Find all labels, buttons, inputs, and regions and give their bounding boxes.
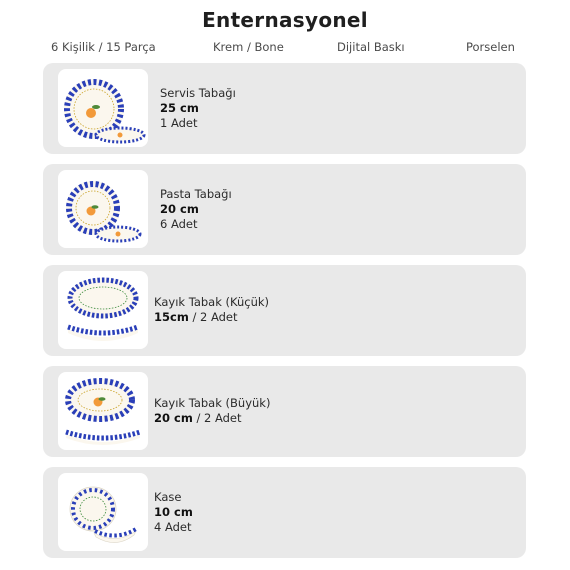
- serving-plate-image: [58, 69, 148, 147]
- item-name: Servis Tabağı: [160, 86, 236, 100]
- item-size: 20 cm: [154, 411, 193, 425]
- serving-plate-details: [160, 86, 236, 131]
- small-boat-dish-image: [58, 271, 148, 349]
- large-boat-dish-details: [154, 396, 270, 426]
- item-name: Kayık Tabak (Küçük): [154, 295, 270, 309]
- spec-print: Dijital Baskı: [337, 40, 405, 54]
- item-quantity: / 2 Adet: [196, 411, 242, 425]
- large-boat-dish-image: [58, 372, 148, 450]
- item-size: 15cm: [154, 310, 189, 324]
- product-card-serving-plate: [43, 63, 526, 154]
- item-size: 25 cm: [160, 101, 199, 115]
- item-quantity: 6 Adet: [160, 217, 198, 231]
- product-card-cake-plate: [43, 164, 526, 255]
- spec-set-size: 6 Kişilik / 15 Parça: [51, 40, 156, 54]
- small-boat-dish-details: [154, 295, 269, 325]
- page-title: Enternasyonel: [202, 8, 368, 32]
- product-card-small-boat-dish: [43, 265, 526, 356]
- spec-bar: [0, 40, 570, 56]
- item-size: 20 cm: [160, 202, 199, 216]
- item-name: Kayık Tabak (Büyük): [154, 396, 271, 410]
- product-card-bowl: [43, 467, 526, 558]
- spec-color: Krem / Bone: [213, 40, 284, 54]
- item-name: Kase: [154, 490, 182, 504]
- item-quantity: 4 Adet: [154, 520, 192, 534]
- cake-plate-image: [58, 170, 148, 248]
- bowl-details: [154, 490, 193, 535]
- cake-plate-details: [160, 187, 232, 232]
- product-card-large-boat-dish: [43, 366, 526, 457]
- bowl-image: [58, 473, 148, 551]
- item-name: Pasta Tabağı: [160, 187, 232, 201]
- item-size: 10 cm: [154, 505, 193, 519]
- item-quantity: / 2 Adet: [192, 310, 238, 324]
- spec-material: Porselen: [466, 40, 515, 54]
- item-quantity: 1 Adet: [160, 116, 198, 130]
